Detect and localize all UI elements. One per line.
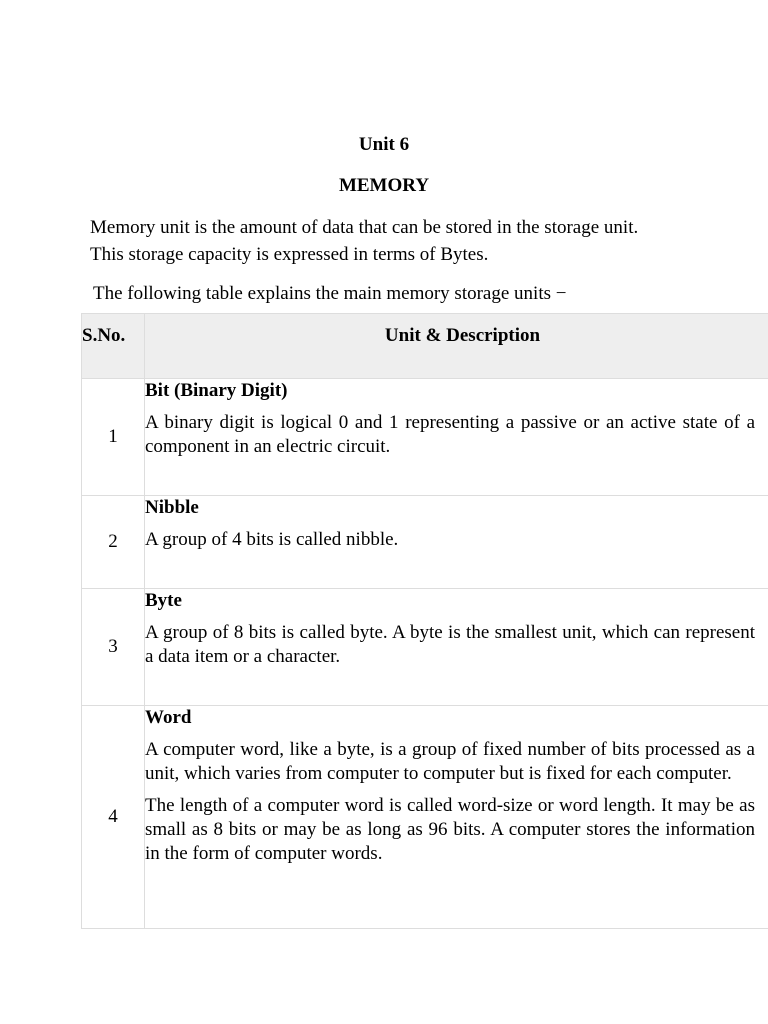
sno-column-header: S.No. — [82, 314, 145, 379]
serial-number: 2 — [82, 496, 145, 589]
table-row — [82, 706, 768, 929]
unit-heading: Unit 6 — [358, 134, 410, 155]
serial-number: 4 — [82, 706, 145, 929]
unit-description: A group of 4 bits is called nibble. — [145, 529, 399, 550]
table-row — [82, 496, 768, 589]
description-column-header: Unit & Description — [145, 314, 768, 379]
unit-description: The length of a computer word is called word-size or word length. It may be as small as 8 bits or may be as long as 96 bits. A computer stores the information in the form of computer words. — [145, 795, 755, 864]
unit-description-cell — [145, 706, 768, 929]
unit-description: A group of 8 bits is called byte. A byte is the smallest unit, which can represent a data item or a character. — [145, 622, 755, 667]
table-row — [82, 379, 768, 496]
intro-line: This storage capacity is expressed in terms of Bytes. — [90, 244, 489, 265]
page-title: MEMORY — [338, 175, 430, 196]
intro-text — [90, 214, 760, 268]
unit-description: A computer word, like a byte, is a group of fixed number of bits processed as a unit, which varies from computer to computer but is fixed for each computer. — [145, 739, 755, 784]
unit-description-cell — [145, 379, 768, 496]
unit-description-cell — [145, 589, 768, 706]
intro-line: Memory unit is the amount of data that can be stored in the storage unit. — [90, 217, 639, 238]
memory-units-table — [81, 313, 768, 929]
unit-description: A binary digit is logical 0 and 1 representing a passive or an active state of a component in an electric circuit. — [145, 412, 755, 457]
table-caption: The following table explains the main memory storage units − — [93, 283, 567, 304]
table-row — [82, 589, 768, 706]
unit-name: Byte — [145, 590, 182, 611]
table-header-row — [82, 314, 768, 379]
unit-name: Nibble — [145, 497, 199, 518]
serial-number: 3 — [82, 589, 145, 706]
unit-name: Word — [145, 707, 192, 728]
unit-description-cell — [145, 496, 768, 589]
unit-name: Bit (Binary Digit) — [145, 380, 288, 401]
serial-number: 1 — [82, 379, 145, 496]
